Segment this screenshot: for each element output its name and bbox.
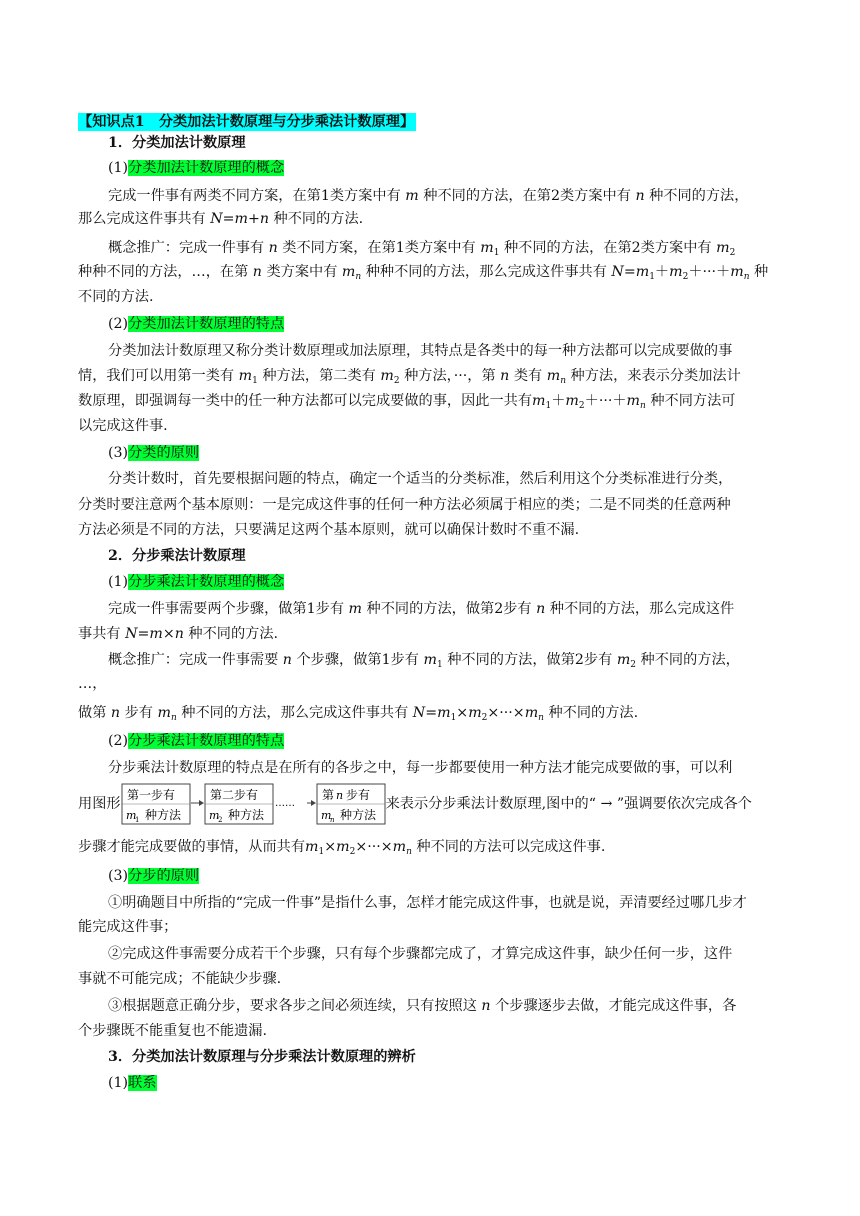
op: ＋ xyxy=(654,264,670,280)
s2-3-title: 分步的原则 xyxy=(128,868,200,884)
var-m: m xyxy=(616,652,631,668)
p1-line1 xyxy=(108,186,788,206)
box1-sub: 1 xyxy=(134,816,140,824)
sub: n xyxy=(560,376,566,386)
p7-line1: 分步乘法计数原理的特点是在所有的各步之中，每一步都要使用一种方法才能完成要做的事，可以利 xyxy=(108,760,733,776)
t: 种不同的方法，那么完成这件事共有 xyxy=(181,705,409,721)
var-n: n xyxy=(282,652,292,668)
t: ，第 xyxy=(467,368,496,384)
t: 情，我们可以用第一类有 xyxy=(78,368,235,384)
var-m: m xyxy=(157,705,171,721)
s2-2-title: 分步乘法计数原理的特点 xyxy=(128,733,285,749)
diagram-box-3 xyxy=(317,784,385,824)
diagram-dots: …… xyxy=(274,798,295,809)
var-N: N xyxy=(125,626,138,642)
s1-3-title: 分类的原则 xyxy=(128,445,200,461)
sub: n xyxy=(743,272,750,282)
sub: 1 xyxy=(436,660,443,670)
var-m: m xyxy=(524,705,539,721)
p7-line2 xyxy=(78,782,788,826)
t: 完成一件事有两类不同方案，在第1类方案中有 xyxy=(108,188,401,204)
t: 种不同的方法可以完成这件事. xyxy=(416,839,606,855)
t: 来表示分步乘法计数原理,图中的“ → ”强调要依次完成各个 xyxy=(385,796,752,812)
sub: n xyxy=(170,713,177,723)
p8-line2: 能完成这件事； xyxy=(78,919,178,935)
diagram-arrow-dotted xyxy=(275,798,316,809)
t: 概念推广：完成一件事需要 xyxy=(108,652,279,668)
p3-line2 xyxy=(78,366,788,386)
t: 种不同的方法，那么完成这件 xyxy=(549,601,735,617)
sub: n xyxy=(538,713,544,723)
var-n: n xyxy=(500,368,510,384)
var-m: m xyxy=(392,839,407,855)
p8-line1: ①明确题目中所指的“完成一件事”是指什么事，怎样才能完成这件事，也就是说，弄清要经过哪几步才 xyxy=(108,895,747,911)
s2-3-heading xyxy=(108,866,788,886)
s2-1-heading xyxy=(108,572,788,592)
var-n: n xyxy=(110,705,121,721)
t: 种不同的方法，在第2类方案中有 xyxy=(423,188,631,204)
t: 那么完成这件事共有 xyxy=(78,211,206,227)
op: ＋ xyxy=(551,393,566,409)
p3-line1: 分类加法计数原理又称分类计数原理或加法原理，其特点是各类中的每一种方法都可以完成要做的事 xyxy=(108,343,733,359)
s1-2-num: (2) xyxy=(108,316,129,332)
var-N: N xyxy=(611,264,624,280)
var-N: N xyxy=(412,705,426,721)
t: 种不同的方法. xyxy=(273,211,364,227)
sub: 2 xyxy=(729,248,736,258)
p6-line3 xyxy=(78,703,788,723)
t: 种不同的方法. xyxy=(188,626,279,642)
box3-top: 步有 xyxy=(345,788,370,802)
t: 数原理，即强调每一类中的任一种方法都可以完成要做的事，因此一共有 xyxy=(78,393,533,409)
sec1-title: 1．分类加法计数原理 xyxy=(108,135,246,151)
var-m: m xyxy=(348,601,363,617)
box2-top: 第二步有 xyxy=(209,788,258,802)
t: 种不同的方法，在第2类方案中有 xyxy=(503,240,712,256)
s1-2-title: 分类加法计数原理的特点 xyxy=(128,316,285,332)
eq: =m×n xyxy=(137,626,184,642)
p2-line1 xyxy=(108,238,788,258)
t: 概念推广：完成一件事有 xyxy=(108,240,265,256)
s3-1-num: (1) xyxy=(108,1075,129,1091)
t: 类有 xyxy=(513,368,543,384)
step-diagram xyxy=(121,783,386,825)
sub: 2 xyxy=(578,401,585,411)
t: 种不同的方法，做第2步有 xyxy=(366,601,532,617)
s1-2-heading xyxy=(108,314,788,334)
var-m: m xyxy=(669,264,683,280)
p2-line3: 不同的方法. xyxy=(78,289,154,305)
t: 种不同方法可 xyxy=(650,393,736,409)
p3-line4: 以完成这件事. xyxy=(78,418,168,434)
op: ＋···＋ xyxy=(688,264,731,280)
op: × xyxy=(456,705,469,721)
t: 类不同方案，在第1类方案中有 xyxy=(282,240,476,256)
s3-1-heading xyxy=(108,1073,788,1093)
p4-line2: 分类时要注意两个基本原则：一是完成这件事的任何一种方法必须属于相应的类；二是不同类的任意两种 xyxy=(78,497,731,513)
p4-line1: 分类计数时，首先要根据问题的特点，确定一个适当的分类标准，然后利用这个分类标准进行分类， xyxy=(108,471,733,487)
var-m: m xyxy=(546,368,561,384)
var-n: n xyxy=(252,264,262,280)
s1-1-heading xyxy=(108,158,788,178)
sub: 2 xyxy=(481,713,488,723)
p4-line3: 方法必须是不同的方法，只要满足这两个基本原则，就可以确保计数时不重不漏. xyxy=(78,522,580,538)
diagram-box-1 xyxy=(122,784,190,824)
box2-bot: 种方法 xyxy=(227,808,264,822)
p9-line1: ②完成这件事需要分成若干个步骤，只有每个步骤都完成了，才算完成这件事，缺少任何一步，这件 xyxy=(108,946,733,962)
var-m: m xyxy=(437,705,451,721)
p5-line1 xyxy=(108,599,788,619)
var-m: m xyxy=(468,705,482,721)
sub: 2 xyxy=(393,376,400,386)
eq: = xyxy=(425,705,438,721)
t: 种不同的方法， xyxy=(649,188,749,204)
sec3-title: 3．分类加法计数原理与分步乘法计数原理的辨析 xyxy=(108,1049,416,1065)
t: 步骤才能完成要做的事情，从而共有 xyxy=(78,839,306,855)
t: 种方法，来表示分类加法计 xyxy=(570,368,741,384)
s2-1-title: 分步乘法计数原理的概念 xyxy=(128,574,285,590)
p7-line3 xyxy=(78,837,788,857)
diagram-box-2 xyxy=(205,784,273,824)
t: 完成一件事需要两个步骤，做第1步有 xyxy=(108,601,345,617)
section-heading xyxy=(78,112,788,132)
var-m: m xyxy=(380,368,394,384)
var-n: n xyxy=(268,240,278,256)
t: 做第 xyxy=(78,705,107,721)
p9-line2: 事就不可能完成；不能缺少步骤. xyxy=(78,971,282,987)
t: 个步骤，做第1步有 xyxy=(296,652,419,668)
sub: 2 xyxy=(630,660,637,670)
box2-sub: 2 xyxy=(217,816,223,824)
var-m: m xyxy=(730,264,744,280)
box1-bot: 种方法 xyxy=(144,808,181,822)
var-n: n xyxy=(536,601,546,617)
t: ③根据题意正确分步，要求各步之间必须连续，只有按照这 xyxy=(108,998,477,1014)
s2-2-heading xyxy=(108,731,788,751)
t: 种 xyxy=(754,264,769,280)
var-m: m xyxy=(532,393,546,409)
p10-line2: 个步骤既不能重复也不能遗漏. xyxy=(78,1023,267,1039)
var-N: N xyxy=(210,211,223,227)
sub: 1 xyxy=(649,272,655,282)
sub: 1 xyxy=(252,376,258,386)
t: 事共有 xyxy=(78,626,121,642)
s1-1-title: 分类加法计数原理的概念 xyxy=(128,160,285,176)
p1-line2 xyxy=(78,209,788,229)
var-n: n xyxy=(635,188,645,204)
p5-line2 xyxy=(78,624,788,644)
sub: n xyxy=(640,401,646,411)
sub: n xyxy=(355,272,362,282)
t: 种种不同的方法，那么完成这件事共有 xyxy=(365,264,607,280)
t: 种不同的方法， xyxy=(640,652,740,668)
op: ×···× xyxy=(355,839,393,855)
var-m: m xyxy=(626,393,640,409)
t: 种不同的方法. xyxy=(548,705,639,721)
s1-1-num: (1) xyxy=(108,160,129,176)
var-m: m xyxy=(238,368,253,384)
sub: n xyxy=(406,847,412,857)
var-m: m xyxy=(635,264,650,280)
box3-sub: n xyxy=(329,816,335,824)
s2-3-num: (3) xyxy=(108,868,129,884)
box1-m: m xyxy=(125,809,137,822)
sub: 2 xyxy=(682,272,689,282)
sec2-title: 2．分步乘法计数原理 xyxy=(108,548,246,564)
var-m: m xyxy=(341,264,356,280)
box3-bot: 种方法 xyxy=(339,808,376,822)
var-m: m xyxy=(480,240,494,256)
var-m: m xyxy=(305,839,319,855)
t: 种不同的方法，做第2步有 xyxy=(447,652,613,668)
t: 用图形 xyxy=(78,796,121,812)
box3-pre: 第 xyxy=(321,788,334,802)
var-n: n xyxy=(481,998,491,1014)
var-m: m xyxy=(405,188,419,204)
var-m: m xyxy=(336,839,350,855)
sub: 1 xyxy=(493,248,500,258)
p6-line2: …， xyxy=(78,676,107,692)
var-m: m xyxy=(423,652,437,668)
t: 种方法， xyxy=(404,368,454,384)
sub: 1 xyxy=(450,713,457,723)
p3-line3 xyxy=(78,391,788,411)
s1-3-heading xyxy=(108,443,788,463)
s2-1-num: (1) xyxy=(108,574,129,590)
var-m: m xyxy=(716,240,730,256)
box2-m: m xyxy=(208,809,220,822)
op: × xyxy=(324,839,337,855)
p10-line1 xyxy=(108,996,788,1016)
box1-top: 第一步有 xyxy=(126,788,175,802)
t: 种方法，第二类有 xyxy=(262,368,376,384)
heading-highlight: 【知识点1 分类加法计数原理与分步乘法计数原理】 xyxy=(78,114,415,130)
p6-line1 xyxy=(108,650,788,670)
eq: =m+n xyxy=(222,211,270,227)
t: 步有 xyxy=(124,705,153,721)
eq: = xyxy=(623,264,636,280)
s2-2-num: (2) xyxy=(108,733,129,749)
sub: 2 xyxy=(349,847,356,857)
op: ··· xyxy=(453,368,468,384)
var-m: m xyxy=(565,393,579,409)
s3-1-title: 联系 xyxy=(128,1075,157,1091)
sub: 1 xyxy=(545,401,552,411)
box3-m: m xyxy=(320,809,332,822)
s1-3-num: (3) xyxy=(108,445,129,461)
op: ＋···＋ xyxy=(584,393,627,409)
t: 类方案中有 xyxy=(266,264,338,280)
box3-n: n xyxy=(335,789,343,802)
op: ×···× xyxy=(487,705,525,721)
sub: 1 xyxy=(318,847,325,857)
t: 种种不同的方法，…，在第 xyxy=(78,264,249,280)
t: 个步骤逐步去做，才能完成这件事，各 xyxy=(495,998,737,1014)
p2-line2 xyxy=(78,262,788,282)
diagram-arrow-1 xyxy=(191,800,204,806)
